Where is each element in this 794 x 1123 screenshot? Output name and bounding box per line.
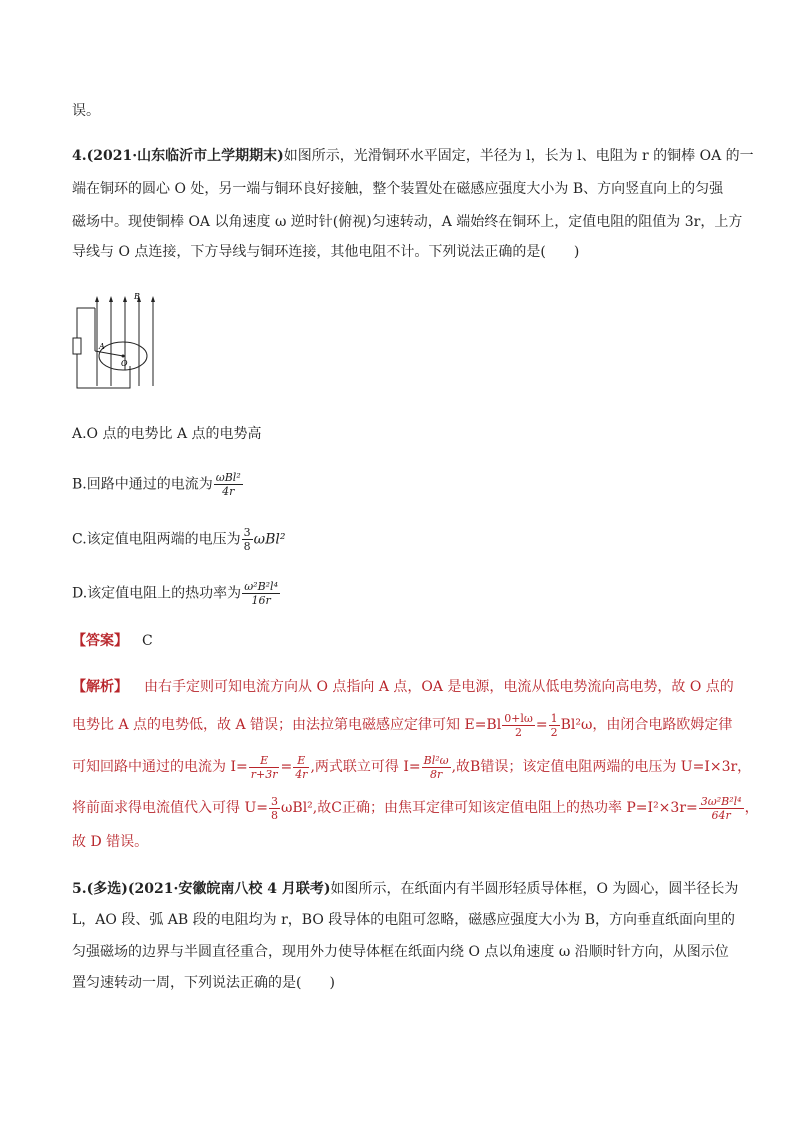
analysis-3-frac2 xyxy=(293,754,309,781)
analysis-line-1 xyxy=(72,677,734,697)
analysis-line-5: 故 D 错误。 xyxy=(72,834,149,850)
frac-num: 0+lω xyxy=(504,711,533,725)
answer-value: C xyxy=(142,633,153,649)
analysis-line-4 xyxy=(72,794,759,822)
option-b-numerator: ωBl² xyxy=(215,471,241,484)
analysis-4b: ωBl²,故C正确；由焦耳定律可知该定值电阻上的热功率 P=I²×3r= xyxy=(280,800,698,816)
analysis-3-frac3 xyxy=(422,754,451,781)
q4-number: 4. xyxy=(72,148,87,164)
q5-tag: (多选) xyxy=(86,881,128,897)
frac-den: 64r xyxy=(711,808,731,822)
option-c-suffix: ωBl² xyxy=(253,531,286,548)
q5-stem-1: 如图所示，在纸面内有半圆形轻质导体框，O 为圆心，圆半径长为 xyxy=(330,881,739,897)
q5-number: 5. xyxy=(72,881,87,897)
q5-line-3: 匀强磁场的边界与半圆直径重合，现用外力使导体框在纸面内绕 O 点以角速度 ω 沿顺时针方向，从图示位 xyxy=(72,944,729,960)
analysis-2b: = xyxy=(535,717,548,733)
frac-den: 8 xyxy=(270,808,278,822)
option-d-denominator: 16r xyxy=(251,594,271,607)
q4-option-a: A.O 点的电势比 A 点的电势高 xyxy=(72,426,262,442)
analysis-3b: = xyxy=(280,759,293,775)
q5-line-1 xyxy=(72,879,738,899)
analysis-4-frac1 xyxy=(269,795,280,822)
frac-den: 2 xyxy=(550,725,558,739)
analysis-line-3 xyxy=(72,753,751,781)
analysis-label: 【解析】 xyxy=(72,679,128,695)
option-d-fraction xyxy=(242,580,280,607)
q4-circuit-figure xyxy=(68,290,168,394)
q5-line-4: 置匀速转动一周，下列说法正确的是( ) xyxy=(72,975,335,991)
q4-option-b xyxy=(72,471,244,498)
q4-line-1 xyxy=(72,146,754,166)
analysis-3a: 可知回路中通过的电流为 I= xyxy=(72,759,248,775)
q4-stem-1: 如图所示，光滑铜环水平固定，半径为 l，长为 l、电阻为 r 的铜棒 OA 的一 xyxy=(283,148,754,164)
frac-num: E xyxy=(249,754,280,768)
analysis-2a: 电势比 A 点的电势低，故 A 错误；由法拉第电磁感应定律可知 E=Bl xyxy=(72,717,502,733)
q4-line-3: 磁场中。现使铜棒 OA 以角速度 ω 逆时针(俯视)匀速转动，A 端始终在铜环上，定值电阻的阻值为 3r，上方 xyxy=(72,214,743,230)
option-c-denominator: 8 xyxy=(243,540,251,553)
q4-answer xyxy=(72,631,153,651)
option-c-text: C.该定值电阻两端的电压为 xyxy=(72,531,241,548)
frac-num: Bl²ω xyxy=(423,753,449,767)
analysis-4-frac2 xyxy=(699,795,744,822)
q4-line-2: 端在铜环的圆心 O 处，另一端与铜环良好接触，整个装置处在磁感应强度大小为 B、方向竖直向上的匀强 xyxy=(72,181,724,197)
frac-den: 2 xyxy=(515,725,523,739)
option-b-denominator: 4r xyxy=(222,485,235,498)
frac-num: 3 xyxy=(270,794,278,808)
frac-den: 8r xyxy=(429,767,443,781)
analysis-4a: 将前面求得电流值代入可得 U= xyxy=(72,800,268,816)
frac-den: r+3r xyxy=(250,767,278,781)
analysis-3-frac1 xyxy=(249,754,280,781)
analysis-4c: ， xyxy=(744,800,759,816)
frac-den: 4r xyxy=(295,767,308,781)
analysis-3c: ,两式联立可得 I= xyxy=(310,759,421,775)
option-d-numerator: ω²B²l⁴ xyxy=(244,580,278,593)
point-label-A: A xyxy=(99,342,105,351)
option-c-fraction xyxy=(242,526,253,553)
analysis-2-frac2 xyxy=(549,712,560,739)
q5-line-2: L，AO 段、弧 AB 段的电阻均为 r，BO 段导体的电阻可忽略，磁感应强度大小为 B，方向垂直纸面向里的 xyxy=(72,912,735,928)
field-label-B: B xyxy=(134,292,140,301)
point-label-O: O xyxy=(121,359,128,368)
q4-option-c xyxy=(72,526,285,553)
option-c-numerator: 3 xyxy=(243,526,251,539)
q5-source: (2021·安徽皖南八校 4 月联考) xyxy=(127,881,331,897)
q4-line-4: 导线与 O 点连接，下方导线与铜环连接，其他电阻不计。下列说法正确的是( ) xyxy=(72,244,580,260)
analysis-3d: ,故B错误；该定值电阻两端的电压为 U=I×3r， xyxy=(451,759,752,775)
frac-num: E xyxy=(293,754,309,768)
q4-option-d xyxy=(72,580,281,607)
frac-num: 1 xyxy=(550,711,558,725)
option-b-fraction xyxy=(214,471,243,498)
answer-label: 【答案】 xyxy=(72,633,128,649)
analysis-2c: Bl²ω，由闭合电路欧姆定律 xyxy=(560,717,733,733)
analysis-line-2 xyxy=(72,711,732,739)
option-b-text: B.回路中通过的电流为 xyxy=(72,476,213,493)
analysis-text-1: 由右手定则可知电流方向从 O 点指向 A 点，OA 是电源，电流从低电势流向高电势，故 O 点的 xyxy=(144,679,734,695)
option-d-text: D.该定值电阻上的热功率为 xyxy=(72,585,242,602)
analysis-2-frac1 xyxy=(502,712,535,739)
previous-question-tail: 误。 xyxy=(72,103,100,119)
frac-num: 3ω²B²l⁴ xyxy=(700,794,742,808)
q4-source: (2021·山东临沂市上学期期末) xyxy=(86,148,284,164)
